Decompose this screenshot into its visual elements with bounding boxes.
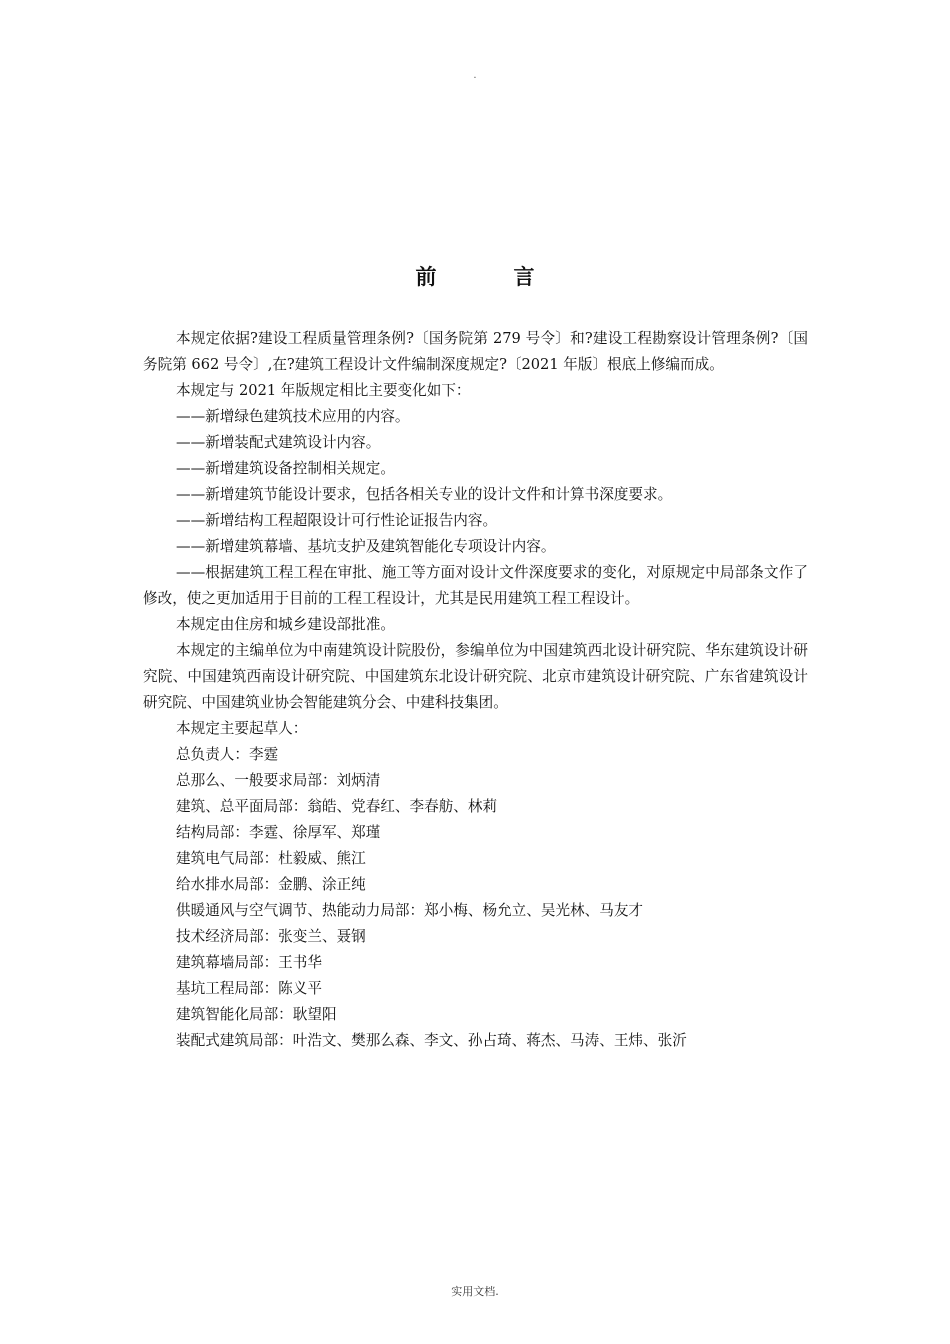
paragraph-approval: 本规定由住房和城乡建设部批准。 (176, 616, 395, 633)
change-item: ——新增装配式建筑设计内容。 (176, 434, 381, 451)
header-mark: . (473, 70, 477, 81)
drafter-line: 建筑电气局部：杜毅威、熊江 (176, 850, 366, 867)
change-item: ——新增建筑设备控制相关规定。 (176, 460, 395, 477)
paragraph-drafters-intro: 本规定主要起草人： (176, 720, 308, 737)
page-title: 前 言 (415, 264, 563, 289)
drafter-line: 建筑、总平面局部：翁皓、党春红、李春舫、林莉 (176, 798, 498, 815)
paragraph-units: 本规定的主编单位为中南建筑设计院股份，参编单位为中国建筑西北设计研究院、华东建筑设计研究院、中国建筑西南设计研究院、中国建筑东北设计研究院、北京市建筑设计研究院、广东省建筑设计研究院、中国建筑业协会智能建筑分会、中建科技集团。 (143, 642, 808, 711)
drafter-line: 供暖通风与空气调节、热能动力局部：郑小梅、杨允立、吴光林、马友才 (176, 902, 644, 919)
drafter-line: 总那么、一般要求局部：刘炳清 (176, 772, 381, 789)
drafter-line: 技术经济局部：张变兰、聂钢 (176, 928, 366, 945)
paragraph-basis: 本规定依据?建设工程质量管理条例?〔国务院第 279 号令〕和?建设工程勘察设计管理条例?〔国务院第 662 号令〕,在?建筑工程设计文件编制深度规定?〔2021 年版〕根底上修编而成。 (143, 330, 808, 373)
change-item: ——新增结构工程超限设计可行性论证报告内容。 (176, 512, 498, 529)
drafter-line: 基坑工程局部：陈义平 (176, 980, 322, 997)
change-item: ——新增绿色建筑技术应用的内容。 (176, 408, 410, 425)
drafter-line: 建筑幕墙局部：王书华 (176, 954, 322, 971)
drafter-line: 装配式建筑局部：叶浩文、樊那么森、李文、孙占琦、蒋杰、马涛、王炜、张沂 (176, 1032, 687, 1049)
document-body (143, 326, 808, 1054)
drafter-line: 结构局部：李霆、徐厚军、郑瑾 (176, 824, 381, 841)
change-item-revision: ——根据建筑工程工程在审批、施工等方面对设计文件深度要求的变化，对原规定中局部条文作了修改，使之更加适用于目前的工程工程设计，尤其是民用建筑工程工程设计。 (143, 564, 808, 607)
drafter-line: 建筑智能化局部：耿望阳 (176, 1006, 337, 1023)
drafter-line: 给水排水局部：金鹏、涂正纯 (176, 876, 366, 893)
change-item: ——新增建筑节能设计要求，包括各相关专业的设计文件和计算书深度要求。 (176, 486, 673, 503)
change-item: ——新增建筑幕墙、基坑支护及建筑智能化专项设计内容。 (176, 538, 556, 555)
drafter-line: 总负责人：李霆 (176, 746, 279, 763)
page-footer: 实用文档. (451, 1285, 499, 1298)
paragraph-changes-intro: 本规定与 2021 年版规定相比主要变化如下： (176, 382, 471, 399)
